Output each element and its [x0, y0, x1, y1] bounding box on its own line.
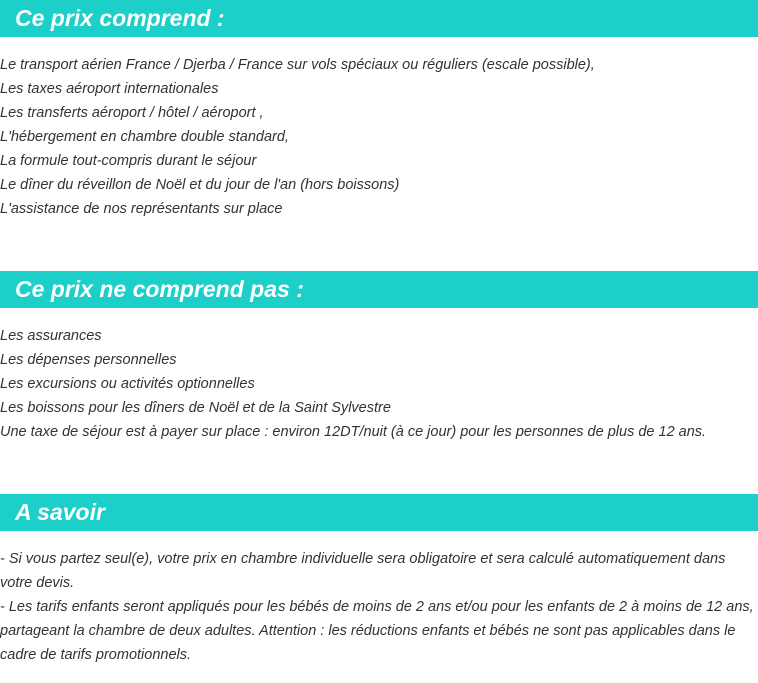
section-header-not-included [0, 271, 758, 308]
section-not-included [0, 271, 758, 440]
included-item: L'hébergement en chambre double standard, [0, 129, 289, 145]
included-item: Le dîner du réveillon de Noël et du jour de l'an (hors boissons) [0, 177, 400, 193]
not-included-item: Les boissons pour les dîners de Noël et de la Saint Sylvestre [0, 400, 391, 416]
not-included-list [0, 324, 706, 444]
section-title-included: Ce prix comprend : [15, 5, 225, 31]
section-good-to-know [0, 494, 758, 663]
included-item: Les taxes aéroport internationales [0, 81, 219, 97]
section-header-included [0, 0, 758, 37]
not-included-item: Les dépenses personnelles [0, 352, 177, 368]
included-item: Le transport aérien France / Djerba / France sur vols spéciaux ou réguliers (escale possible), [0, 57, 595, 73]
good-to-know-body [0, 547, 756, 667]
section-included [0, 0, 758, 217]
good-to-know-paragraph: - Si vous partez seul(e), votre prix en chambre individuelle sera obligatoire et sera calculé automatiquement dans votre devis. [0, 551, 726, 591]
included-list [0, 53, 595, 221]
not-included-item: Les assurances [0, 328, 102, 344]
good-to-know-paragraph: - Les tarifs enfants seront appliqués pour les bébés de moins de 2 ans et/ou pour les enfants de 2 à moins de 12 ans, partageant la chambre de deux adultes. Attention : les réductions enfants et bébés ne sont pas applicables dans le cadre de tarifs promotionnels. [0, 599, 754, 663]
section-title-good-to-know: A savoir [15, 499, 105, 525]
section-title-not-included: Ce prix ne comprend pas : [15, 276, 304, 302]
included-item: La formule tout-compris durant le séjour [0, 153, 257, 169]
not-included-item: Les excursions ou activités optionnelles [0, 376, 255, 392]
not-included-item: Une taxe de séjour est à payer sur place : environ 12DT/nuit (à ce jour) pour les personnes de plus de 12 ans. [0, 424, 707, 440]
included-item: L'assistance de nos représentants sur place [0, 201, 283, 217]
included-item: Les transferts aéroport / hôtel / aéroport , [0, 105, 264, 121]
section-header-good-to-know [0, 494, 758, 531]
